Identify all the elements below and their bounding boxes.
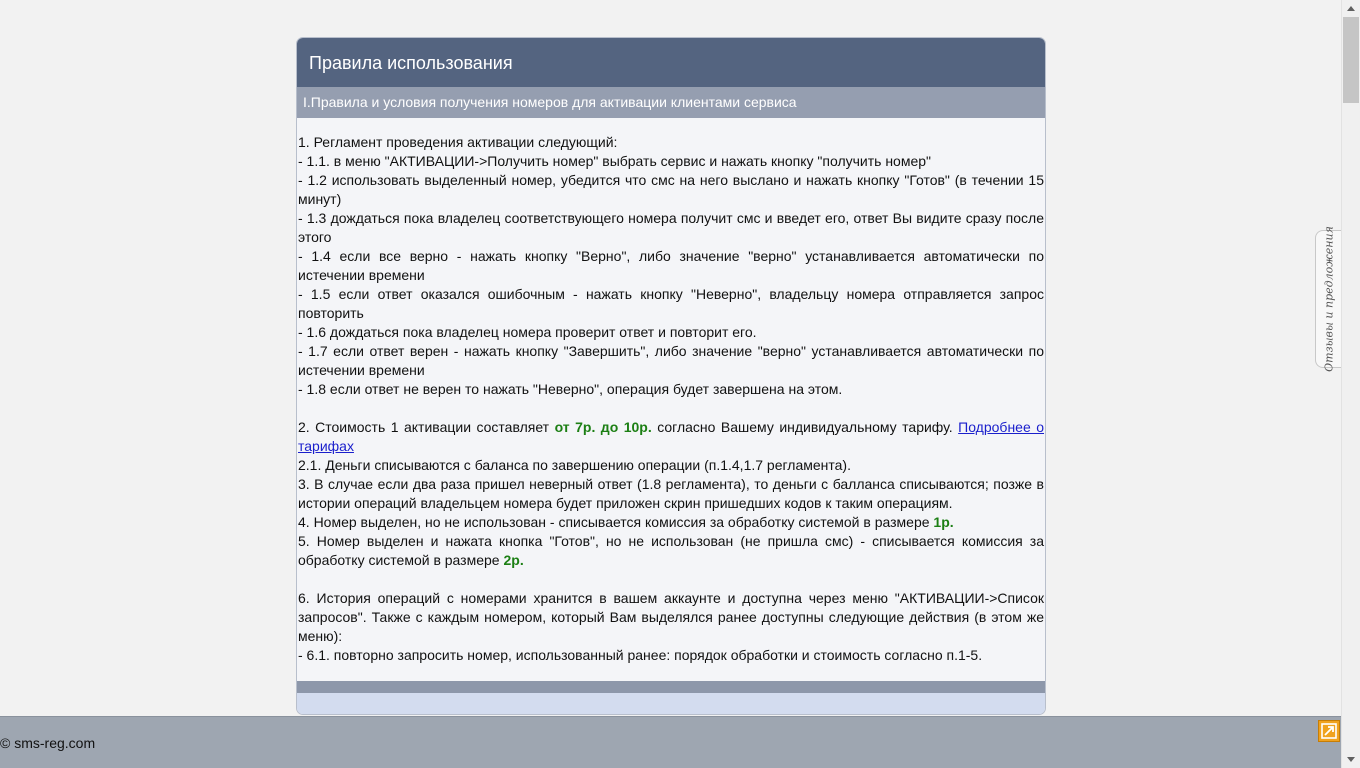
rule-6-1: - 6.1. повторно запросить номер, использованный ранее: порядок обработки и стоимость согласно п.1-5. [298,647,983,663]
rule-6: 6. История операций с номерами хранится в вашем аккаунте и доступна через меню "АКТИВАЦИИ->Список запросов". Также с каждым номером, который Вам выделялся ранее доступны следующие действия (в этом же меню): [298,590,1044,644]
scroll-thumb[interactable] [1343,17,1359,103]
rule-1-6: - 1.6 дождаться пока владелец номера проверит ответ и повторит его. [298,324,757,340]
rule-2-prefix: 2. Стоимость 1 активации составляет [298,419,555,435]
rules-panel [296,37,1046,715]
feedback-tab[interactable] [1315,226,1341,372]
no-sms-fee: 2р. [503,552,524,568]
unused-fee: 1р. [933,514,954,530]
price-range: от 7р. до 10р. [554,419,652,435]
rule-1-2: - 1.2 использовать выделенный номер, убедится что смс на него выслано и нажать кнопку "Готов" (в течении 15 минут) [298,172,1044,207]
copyright-text: © sms-reg.com [0,735,96,751]
rules-content [298,133,1044,665]
vertical-scrollbar[interactable] [1341,0,1360,768]
rule-1-1: - 1.1. в меню "АКТИВАЦИИ->Получить номер" выбрать сервис и нажать кнопку "получить номер" [298,153,932,169]
page-footer [0,716,1341,768]
rule-1-title: 1. Регламент проведения активации следующий: [298,134,618,150]
arrow-svg [1321,723,1337,739]
expand-arrow-icon[interactable] [1318,720,1340,742]
rule-1-5: - 1.5 если ответ оказался ошибочным - нажать кнопку "Неверно", владельцу номера отправляется запрос повторить [298,286,1044,321]
rule-1-4: - 1.4 если все верно - нажать кнопку "Верно", либо значение "верно" устанавливается автоматически по истечении времени [298,248,1044,283]
rule-1-3: - 1.3 дождаться пока владелец соответствующего номера получит смс и введет его, ответ Вы видите сразу после этого [298,210,1044,245]
scroll-up-button[interactable] [1342,0,1360,17]
feedback-label: Отзывы и предложения [1322,226,1335,372]
panel-subtitle: I.Правила и условия получения номеров для активации клиентами сервиса [297,87,1045,118]
rule-2 [298,418,1044,456]
rule-5-text: 5. Номер выделен и нажата кнопка "Готов", но не использован (не пришла смс) - списывается комиссия за обработку системой в размере [298,533,1044,568]
panel-footer-bar [297,681,1045,693]
spacer [298,399,1044,418]
arrow-up-icon [1347,6,1355,11]
rule-1-8: - 1.8 если ответ не верен то нажать "Неверно", операция будет завершена на этом. [298,381,843,397]
rule-5 [298,532,1044,570]
rule-1-7: - 1.7 если ответ верен - нажать кнопку "Завершить", либо значение "верно" устанавливается автоматически по истечении времени [298,343,1044,378]
scroll-down-button[interactable] [1342,751,1360,768]
rule-2-suffix: согласно Вашему индивидуальному тарифу. [651,419,959,435]
panel-title: Правила использования [297,38,1045,87]
rule-4-text: 4. Номер выделен, но не использован - списывается комиссия за обработку системой в размере [298,514,934,530]
rule-2-1: 2.1. Деньги списываются с баланса по завершению операции (п.1.4,1.7 регламента). [298,457,851,473]
rule-4 [298,513,1044,532]
panel-footer-strip [297,693,1045,715]
rule-3: 3. В случае если два раза пришел неверный ответ (1.8 регламента), то деньги с балланса списываются; позже в истории операций владельцем номера будет приложен скрин пришедших кодов к таким операциям. [298,476,1044,511]
arrow-down-icon [1347,757,1355,762]
tariffs-link[interactable]: Подробнее о тарифах [298,419,1045,454]
spacer [298,570,1044,589]
